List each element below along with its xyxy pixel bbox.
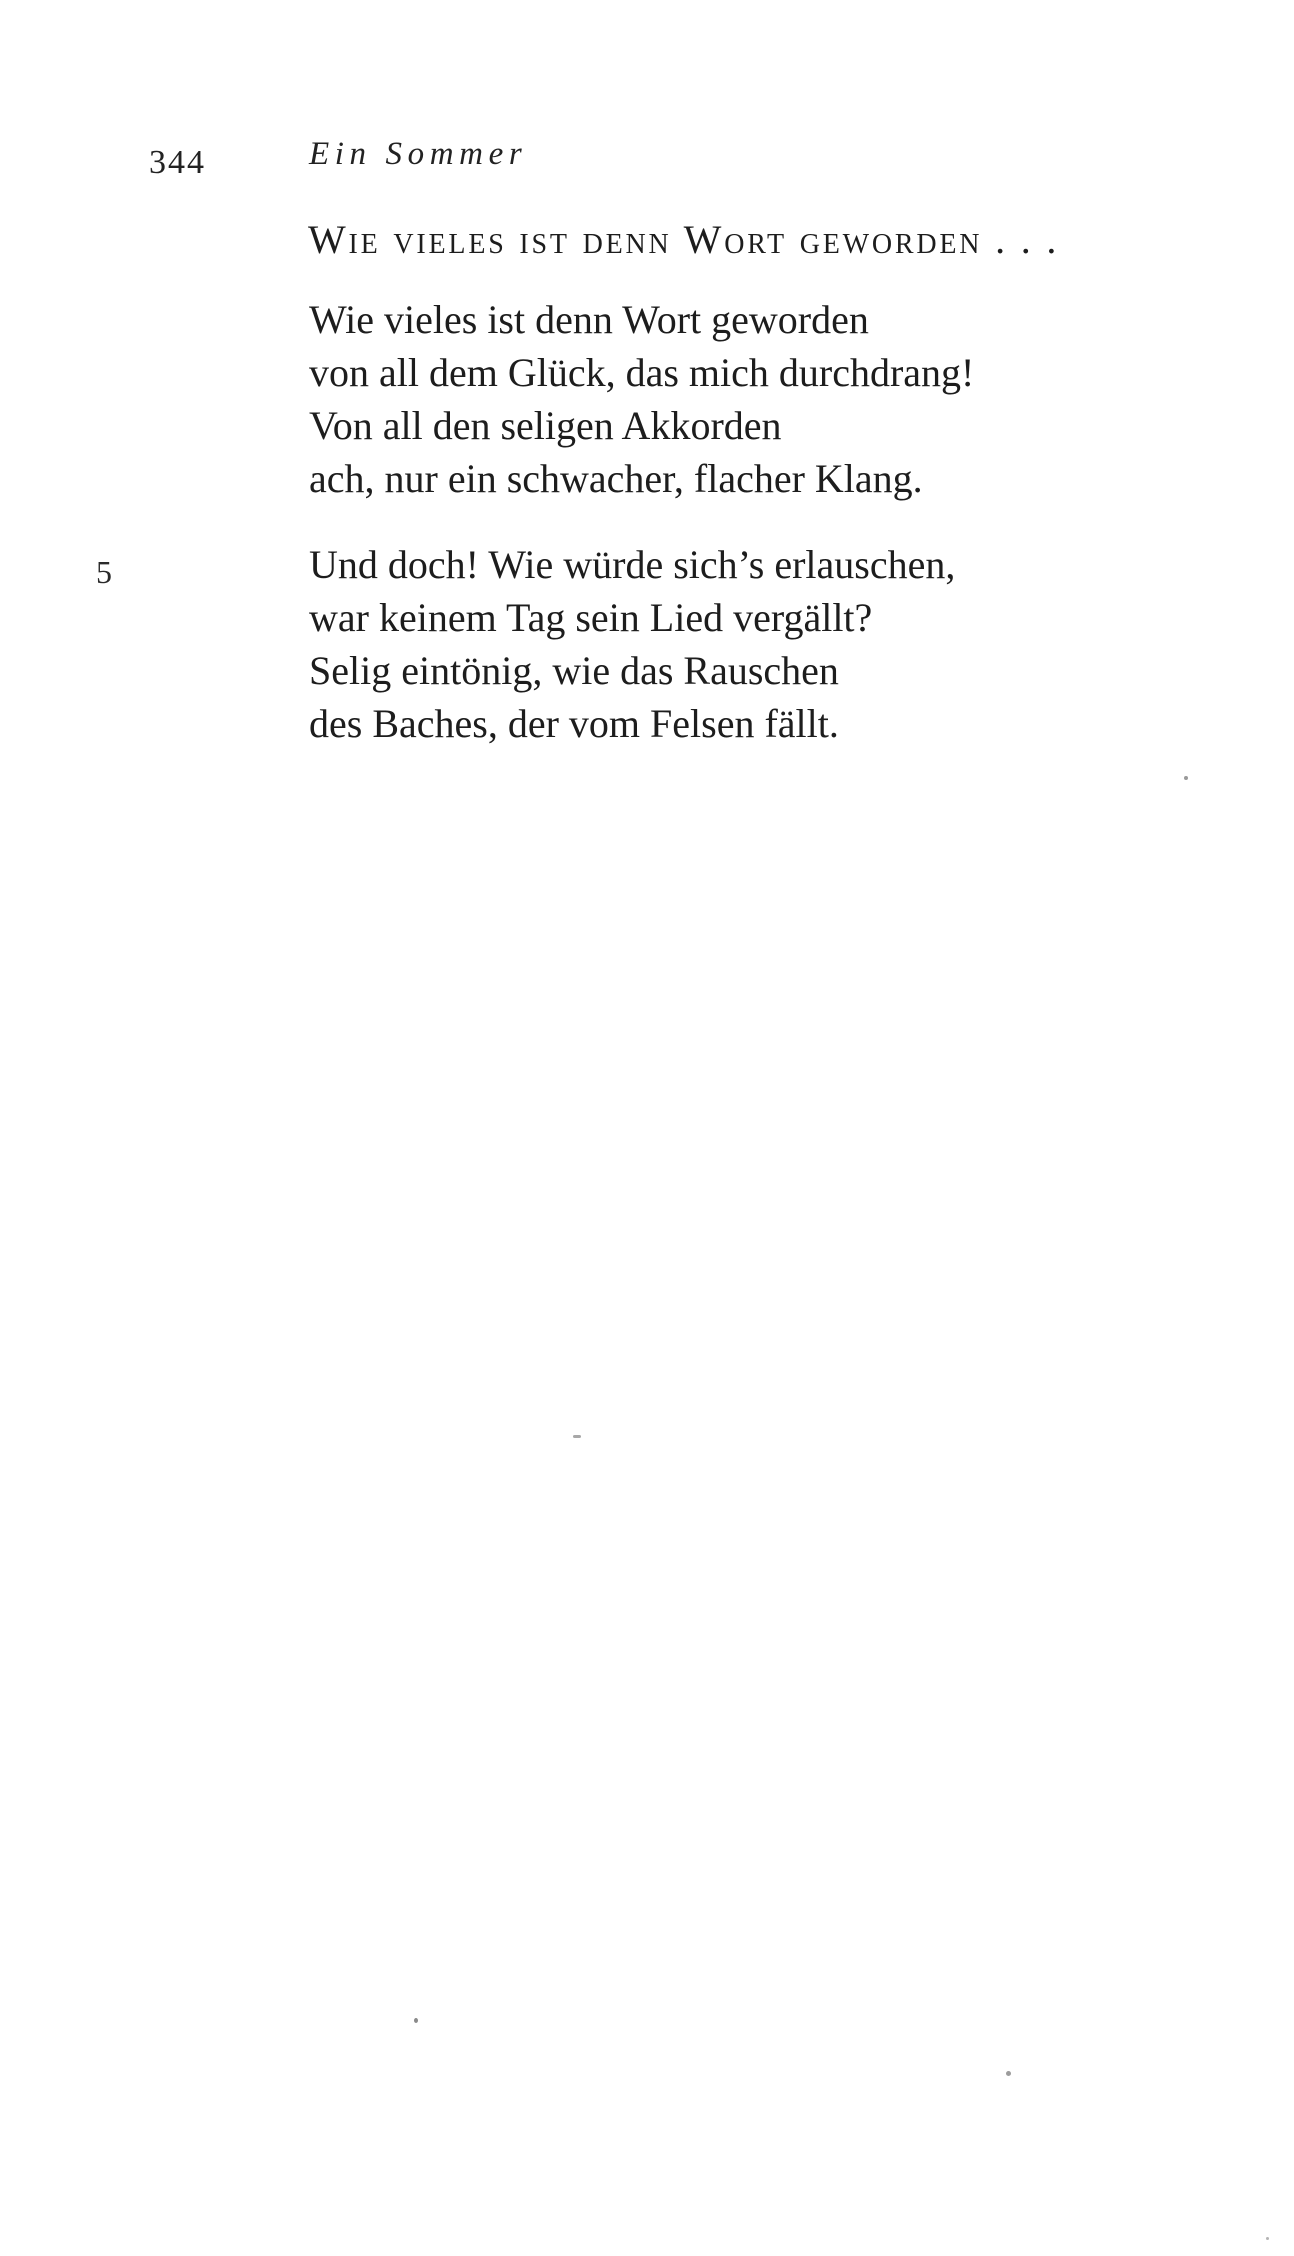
poem-title: Wie vieles ist denn Wort geworden . . .: [308, 217, 1060, 262]
poem-line: von all dem Glück, das mich durchdrang!: [309, 350, 975, 395]
stanza-1: [309, 293, 974, 505]
scan-speck: [1266, 2237, 1269, 2240]
running-header: Ein Sommer: [309, 136, 528, 172]
margin-line-number: 5: [96, 554, 112, 590]
scan-speck: [1006, 2071, 1011, 2076]
scan-speck: [414, 2018, 418, 2023]
page-number: 344: [149, 144, 206, 181]
poem-line: Wie vieles ist denn Wort geworden: [309, 297, 869, 342]
poem-line: war keinem Tag sein Lied vergällt?: [309, 595, 873, 640]
poem-line: des Baches, der vom Felsen fällt.: [309, 701, 839, 746]
poem-line: Von all den seligen Akkorden: [309, 403, 782, 448]
poem-line: Selig eintönig, wie das Rauschen: [309, 648, 839, 693]
scan-speck: [573, 1435, 581, 1438]
poem-line: ach, nur ein schwacher, flacher Klang.: [309, 456, 923, 501]
poem-line: Und doch! Wie würde sich’s erlauschen,: [309, 542, 956, 587]
stanza-2: [309, 538, 955, 750]
scan-speck: [1184, 776, 1188, 780]
